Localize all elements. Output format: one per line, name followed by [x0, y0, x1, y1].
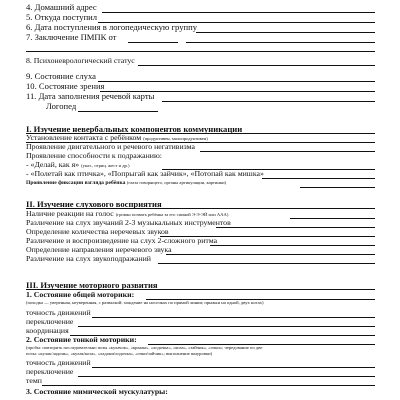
s3-gross-motor-desc: (походка — уверенная, неуверенная, с развалкой; хождение на носочках по прямой линии; прыжки на одной, двух ногах): [26, 300, 264, 305]
s3-gross-motor-title: 1. Состояние общей моторики:: [26, 290, 135, 299]
s2-voice-reaction-line[interactable]: [290, 218, 375, 219]
s3-fine-motor-desc-2: позы: «кулак/ладонь», «кулак/коза», «ладони/лодочка», «очки/зайчик»; выполнение шнуровки): [26, 351, 213, 356]
section-1-title: I. Изучение невербальных компонентов коммуникации: [26, 124, 243, 134]
s1-negativism: Проявление двигательного и речевого негативизма: [26, 142, 195, 151]
s3-fine-motor-desc-1: (пробы: повторить последовательно позы «кулачок», «крыша», «лодочка», «коза», «зайчик», «очки»; чередование по две: [26, 345, 263, 350]
s1-item-animals-line[interactable]: [262, 178, 375, 179]
s2-instruments-line[interactable]: [216, 227, 375, 228]
s2-direction: Определение направления неречевого звука: [26, 245, 172, 254]
field-vision-label: 10. Состояние зрения: [26, 81, 105, 91]
field-pmpk-date-line[interactable]: [128, 42, 178, 43]
field-fill-date-line[interactable]: [162, 101, 375, 102]
s2-onomatopoeia: Различение на слух звукоподражаний: [26, 254, 151, 263]
field-from-label: 5. Откуда поступил: [26, 12, 98, 22]
field-neuro-status-line[interactable]: [138, 65, 375, 66]
s3-accuracy-line[interactable]: [92, 317, 375, 318]
field-pmpk-line-2[interactable]: [26, 51, 375, 52]
s2-rhythm: Различение и воспроизведение на слух 2-сложного ритма: [26, 236, 218, 245]
s2-count-sounds: Определение количества неречевых звуков: [26, 227, 169, 236]
field-hearing-label: 9. Состояние слуха: [26, 71, 96, 81]
s3-mimic-title: 3. Состояние мимической мускулатуры:: [26, 387, 168, 396]
s3-fine-motor-title: 2. Состояние тонкой моторики:: [26, 335, 137, 344]
s2-direction-line[interactable]: [166, 254, 375, 255]
field-home-address-line[interactable]: [102, 12, 375, 13]
speech-therapist-label: Логопед: [46, 101, 77, 111]
s2-rhythm-line[interactable]: [210, 245, 375, 246]
field-fill-date-label: 11. Дата заполнения речевой карты: [26, 91, 155, 101]
speech-therapist-line[interactable]: [78, 111, 158, 112]
s3-tempo-line[interactable]: [42, 385, 375, 386]
s1-negativism-line[interactable]: [200, 151, 375, 152]
s2-instruments: Различение на слух звучаний 2-3 музыкальных инструментов: [26, 218, 231, 227]
field-admission-date-line[interactable]: [196, 32, 375, 33]
s1-gaze-fixation-line[interactable]: [300, 187, 375, 188]
s3-coordination: координация: [26, 326, 69, 335]
s3-fine-accuracy: точность движений: [26, 358, 91, 367]
section-3-title: III. Изучение моторного развития: [26, 280, 158, 290]
field-neuro-status-label: 8. Психоневрологический статус: [26, 56, 135, 65]
s1-item-do-as-me: - «Делай, как я» (указ., отриц. жест и др.): [26, 160, 130, 169]
s3-tempo: темп: [26, 376, 42, 385]
field-pmpk-label: 7. Заключение ПМПК от: [26, 32, 117, 42]
s3-fine-switching-line[interactable]: [78, 376, 375, 377]
field-admission-date-label: 6. Дата поступления в логопедическую группу: [26, 22, 197, 32]
s3-switching-line[interactable]: [78, 326, 375, 327]
s1-contact: Установление контакта с ребёнком (продуктивен, малопродуктивен): [26, 133, 208, 142]
field-pmpk-line[interactable]: [186, 42, 375, 43]
field-hearing-line[interactable]: [98, 81, 375, 82]
s3-fine-switching: переключение: [26, 367, 74, 376]
s1-gaze-fixation: Проявление фиксации взгляда ребёнка (глаза говорящего, органы артикуляции, картинки): [26, 180, 227, 186]
s2-onomatopoeia-line[interactable]: [158, 263, 375, 264]
s3-accuracy: точность движений: [26, 308, 91, 317]
s3-fine-accuracy-line[interactable]: [92, 367, 375, 368]
field-home-address-label: 4. Домашний адрес: [26, 2, 97, 12]
s2-voice-reaction: Наличие реакции на голос (громко позвать ребёнка за его спиной Э-Э-ЭЙ или ААА): [26, 209, 229, 218]
section-2-title: II. Изучение слухового восприятия: [26, 199, 162, 209]
s3-switching: переключение: [26, 317, 74, 326]
s1-imitation: Проявление способности к подражанию:: [26, 151, 162, 160]
s1-item-animals: - «Полетай как птичка», «Попрыгай как зайчик», «Потопай как мишка»: [26, 169, 264, 178]
